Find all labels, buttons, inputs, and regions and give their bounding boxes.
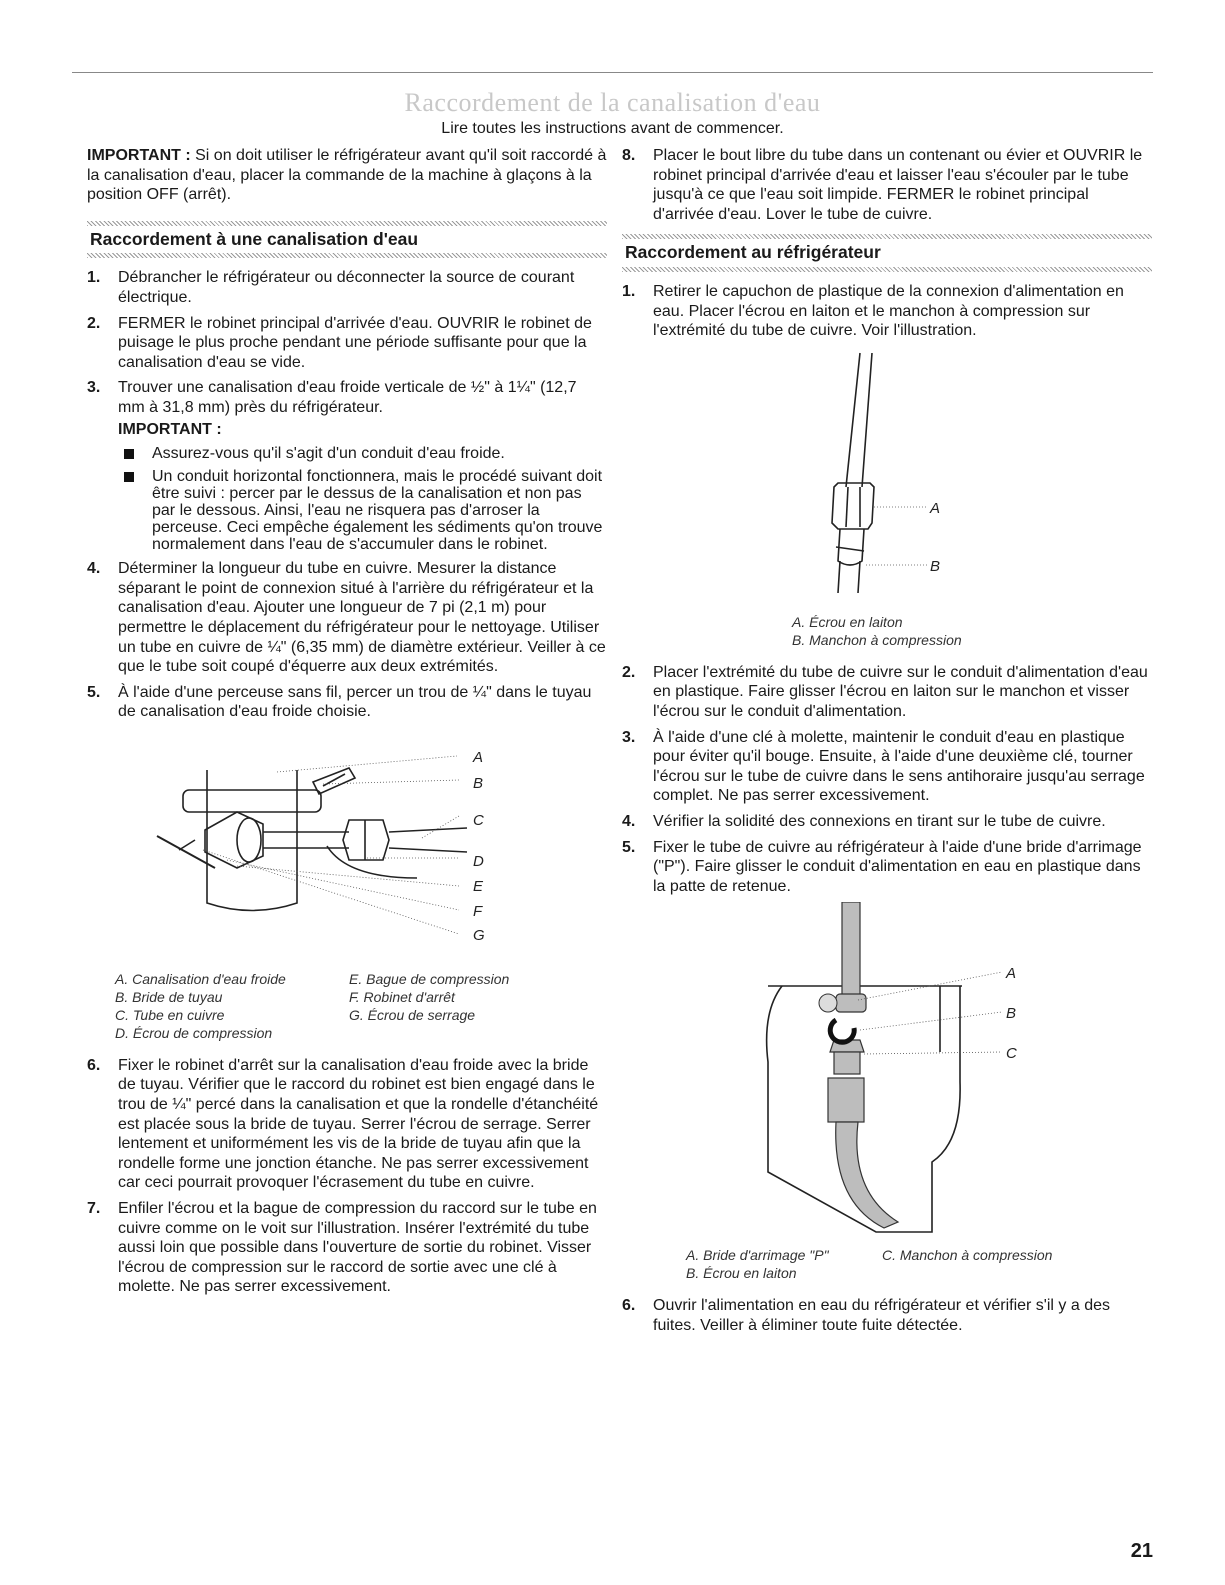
step-r6: 6. Ouvrir l'alimentation en eau du réfrigérateur et vérifier s'il y a des fuites. Veiller à éliminer toute fuite détectée. [622,1297,1110,1334]
fig2-label-b: B [930,557,941,575]
bullet-square-icon [124,472,134,482]
fig1-label-f: F [473,902,483,920]
hatch-divider [622,234,1152,239]
fig1-label-g: G [473,926,485,944]
step-5: 5. À l'aide d'une perceuse sans fil, percer un trou de ¼" dans le tuyau de canalisation d'eau froide choisie. [87,683,592,721]
hatch-divider [87,253,607,258]
figure-p-clamp [622,902,1152,1242]
page-number: 21 [1130,1540,1153,1562]
fig1-label-b: B [473,774,484,792]
step-r5: 5. Fixer le tube de cuivre au réfrigérateur à l'aide d'une bride d'arrimage ("P"). Faire glisser le conduit d'alimentation en eau en plastique dans la patte de retenue. [622,838,1142,895]
p-clamp-illustration [622,902,1152,1242]
fig1-label-d: D [473,852,484,870]
section-heading-water-line: Raccordement à une canalisation d'eau [90,228,419,249]
hatch-divider [87,221,607,226]
section-heading-refrigerator: Raccordement au réfrigérateur [625,242,881,263]
step-2: 2. FERMER le robinet principal d'arrivée d'eau. OUVRIR le robinet de puisage le plus proche pendant une période suffisante pour que la canalisation d'eau se vide. [87,314,592,371]
step-3: 3. Trouver une canalisation d'eau froide verticale de ½" à 1¼" (12,7 mm à 31,8 mm) près du réfrigérateur. [87,379,577,416]
rotate-arrow-icon [830,1020,854,1042]
step-4: 4. Déterminer la longueur du tube en cuivre. Mesurer la distance séparant le point de connexion situé à l'arrière du réfrigérateur et la canalisation d'eau. Ajouter une longueur de 7 pi (2,1 m) pour permettre le déplacement du réfrigérateur pour le nettoyage. Utiliser un tube en cuivre de ¼" (6,35 mm) de diamètre extérieur. Veiller à ce que le tube soit coupé d'équerre aux deux extrémités. [87,560,606,676]
fig1-label-e: E [473,877,484,895]
left-column [87,146,607,1303]
bullet-square-icon [124,449,134,459]
bullet-item: Un conduit horizontal fonctionnera, mais le procédé suivant doit être suivi : percer par le dessus de la canalisation et non pas par le dessous. Ainsi, l'eau ne risquera pas d'arroser la perceuse. Ceci empêche également les sédiments qu'on trouve normalement dans l'eau de s'accumuler dans le robinet. [118,468,607,553]
step3-important-label: IMPORTANT : [118,420,222,438]
shutoff-valve-illustration [87,728,607,958]
page-title: Raccordement de la canalisation d'eau [404,88,821,117]
step-r3: 3. À l'aide d'une clé à molette, maintenir le conduit d'eau en plastique pour éviter qu'il bouge. Ensuite, à l'aide d'une deuxième clé, tourner l'écrou sur le tube de cuivre dans le sens antihoraire jusqu'au serrage complet. Ne pas serrer excessivement. [622,728,1145,805]
step-8: 8. Placer le bout libre du tube dans un contenant ou évier et OUVRIR le robinet principal d'arrivée d'eau et laisser l'eau s'écouler par le tube jusqu'à ce que l'eau soit limpide. FERMER le robinet principal d'arrivée d'eau. Lover le tube de cuivre. [622,147,1143,223]
fig1-label-c: C [473,811,484,829]
step-r1: 1. Retirer le capuchon de plastique de la connexion d'alimentation en eau. Placer l'écrou en laiton et le manchon à compression sur l'extrémité du tube de cuivre. Voir l'illustration. [622,282,1124,340]
step-r4: 4. Vérifier la solidité des connexions en tirant sur le tube de cuivre. [622,812,1106,830]
steps-list [87,268,607,417]
figure-3-captions: A. Bride d'arrimage "P" B. Écrou en laiton C. Manchon à compression [686,1247,1053,1282]
fig3-label-b: B [1006,1005,1017,1023]
page-subtitle: Lire toutes les instructions avant de commencer. [441,120,784,137]
figure-brass-nut [622,347,1152,607]
bullet-item: Assurez-vous qu'il s'agit d'un conduit d'eau froide. [118,445,607,462]
figure-2-captions: A. Écrou en laiton B. Manchon à compression [792,613,962,648]
hatch-divider [622,267,1152,272]
step-7: 7. Enfiler l'écrou et la bague de compression du raccord sur le tube en cuivre comme on le voit sur l'illustration. Insérer l'extrémité du tube aussi loin que possible dans l'ouverture de sortie du robinet. Visser l'écrou de compression sur le raccord de sortie avec une clé à molette. Ne pas serrer excessivement. [87,1200,597,1296]
fig3-label-c: C [1006,1045,1017,1063]
step-6: 6. Fixer le robinet d'arrêt sur la canalisation d'eau froide avec la bride de tuyau. Vérifier que le raccord du robinet est bien engagé dans le trou de ¼" percé dans la canalisation et que la rondelle d'étanchéité est placée sous la bride de tuyau. Serrer l'écrou de serrage. Serrer lentement et uniformément les vis de la bride de tuyau afin que la rondelle forme une jonction étanche. Ne pas serrer excessivement car ceci pourrait provoquer l'écrasement du tube en cuivre. [87,1056,599,1192]
brass-nut-illustration [622,347,1152,607]
step-r2: 2. Placer l'extrémité du tube de cuivre sur le conduit d'alimentation d'eau en plastique. Faire glisser l'écrou en laiton sur le manchon et visser l'écrou sur le conduit d'alimentation. [622,663,1148,720]
fig2-label-a: A [930,499,941,517]
fig3-label-a: A [1006,965,1017,983]
figure-1-captions: A. Canalisation d'eau froide B. Bride de tuyau C. Tube en cuivre D. Écrou de compression E. Bague de compression F. Robinet d'arrêt G. Écrou de serrage [115,970,510,1041]
fig1-label-a: A [473,748,484,766]
figure-shutoff-valve [87,728,607,958]
right-column [622,146,1152,1341]
top-rule [72,72,1153,73]
step-1: 1. Débrancher le réfrigérateur ou déconnecter la source de courant électrique. [87,269,575,306]
important-note: IMPORTANT : Si on doit utiliser le réfrigérateur avant qu'il soit raccordé à la canalisation d'eau, placer la commande de la machine à glaçons à la position OFF (arrêt). [87,147,607,204]
